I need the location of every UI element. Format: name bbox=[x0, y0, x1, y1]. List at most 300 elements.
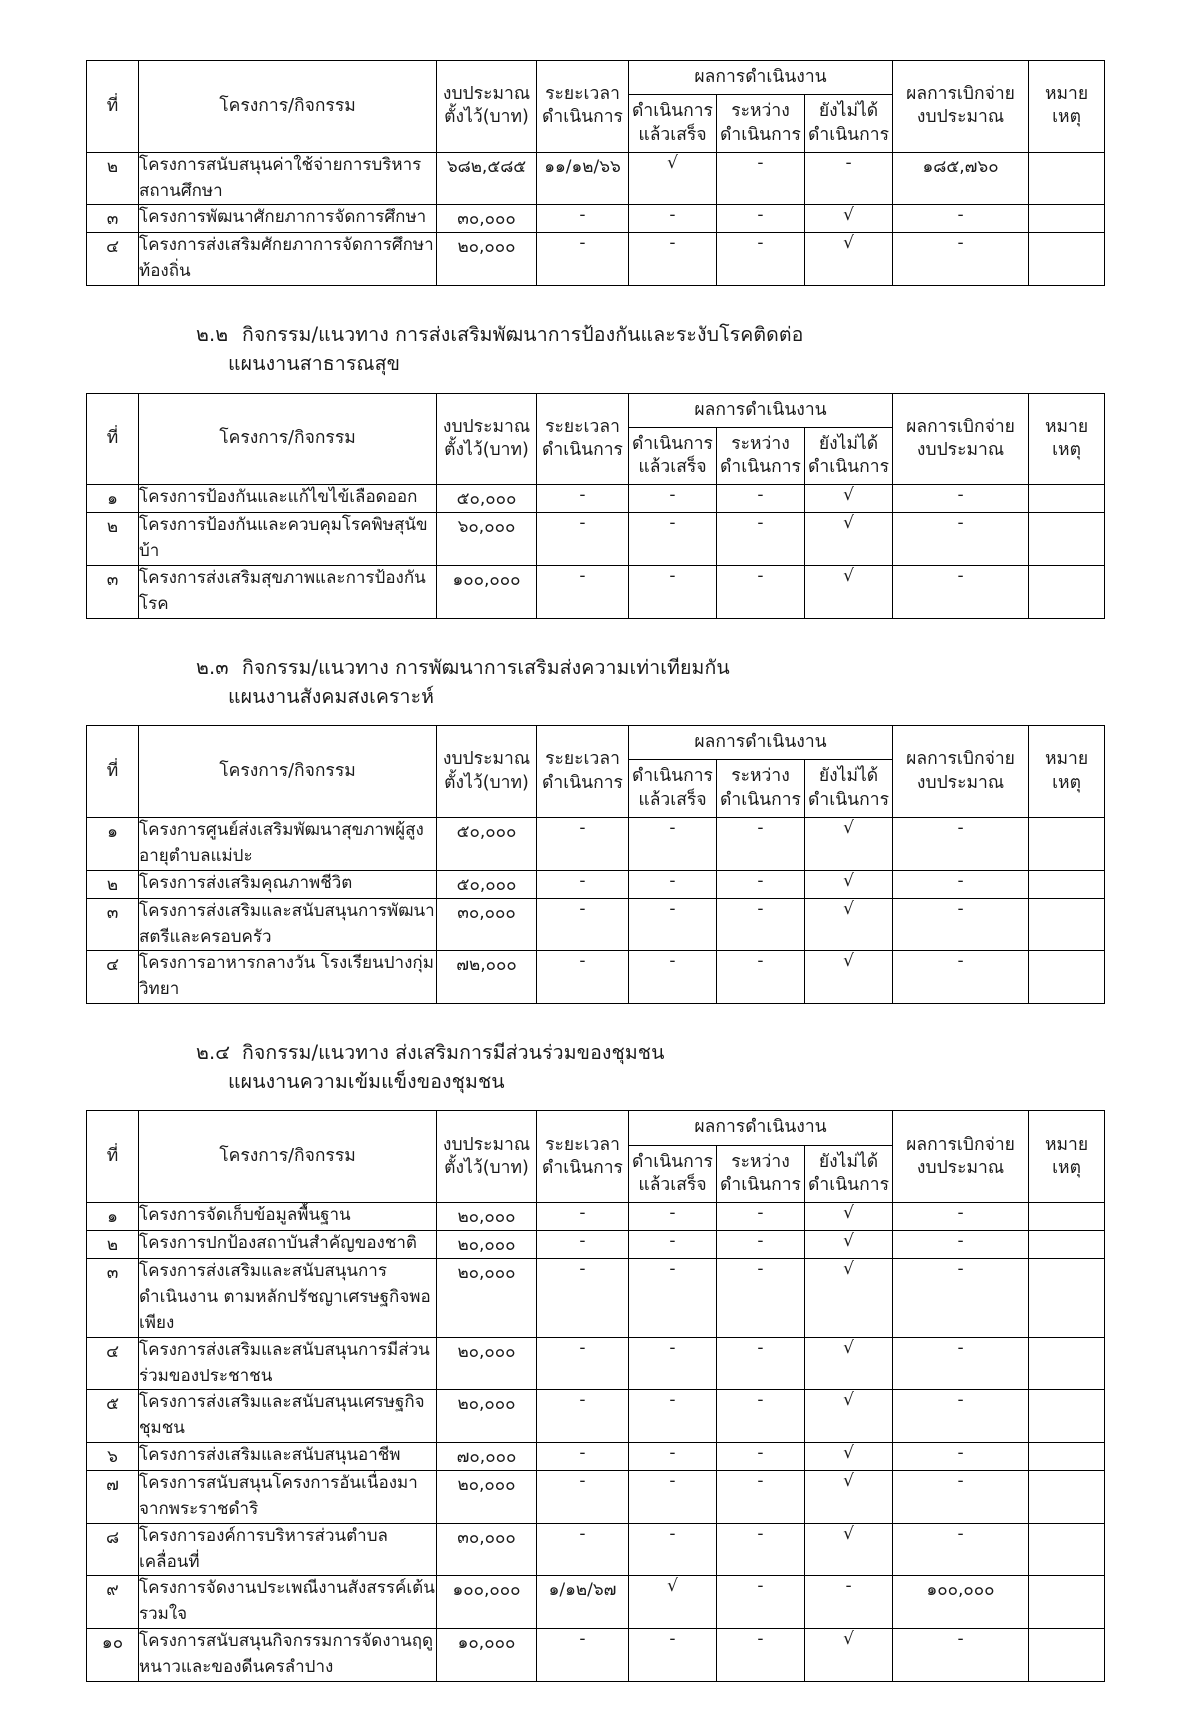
col-header-period-line1: ระยะเวลา bbox=[545, 84, 620, 105]
section-title-text-section-2-3: กิจกรรม/แนวทาง การพัฒนาการเสริมส่งความเท่าเทียมกัน bbox=[242, 655, 730, 679]
cell-done: - bbox=[629, 1629, 717, 1682]
section-title-text-section-2-4: กิจกรรม/แนวทาง ส่งเสริมการมีส่วนร่วมของชุมชน bbox=[242, 1040, 665, 1064]
cell-done: - bbox=[629, 1443, 717, 1471]
header-row-top bbox=[87, 1111, 1105, 1145]
cell-project: โครงการปกป้องสถาบันสำคัญของชาติ bbox=[139, 1231, 437, 1259]
section-title-section-2-2 bbox=[86, 320, 1104, 349]
cell-disbursed: - bbox=[893, 818, 1029, 871]
cell-done: - bbox=[629, 1337, 717, 1390]
col-header-remark-line1: หมาย bbox=[1044, 749, 1089, 770]
table-row bbox=[87, 898, 1105, 951]
cell-inprogress: - bbox=[717, 1259, 805, 1337]
col-header-no: ที่ bbox=[87, 1111, 139, 1203]
cell-period: - bbox=[537, 818, 629, 871]
col-header-result-group: ผลการดำเนินงาน bbox=[629, 393, 893, 427]
cell-notstarted: √ bbox=[805, 1390, 893, 1443]
cell-period: - bbox=[537, 513, 629, 566]
cell-inprogress: - bbox=[717, 513, 805, 566]
cell-budget: ๓๐,๐๐๐ bbox=[437, 1523, 537, 1576]
cell-inprogress: - bbox=[717, 233, 805, 286]
col-header-done-line1: ดำเนินการ bbox=[632, 101, 713, 122]
cell-done: - bbox=[629, 1471, 717, 1524]
section-spacer bbox=[86, 1004, 1104, 1038]
section-spacer bbox=[86, 619, 1104, 653]
cell-project: โครงการป้องกันและควบคุมโรคพิษสุนัขบ้า bbox=[139, 513, 437, 566]
table-row bbox=[87, 1337, 1105, 1390]
cell-done: - bbox=[629, 1523, 717, 1576]
cell-inprogress: - bbox=[717, 1231, 805, 1259]
cell-notstarted: √ bbox=[805, 1523, 893, 1576]
cell-disbursed: - bbox=[893, 951, 1029, 1004]
table-section-2-4 bbox=[86, 1110, 1105, 1681]
col-header-period bbox=[537, 726, 629, 818]
cell-period: - bbox=[537, 1629, 629, 1682]
col-header-notstarted-line2: ดำเนินการ bbox=[808, 1175, 889, 1196]
table-row bbox=[87, 1629, 1105, 1682]
cell-inprogress: - bbox=[717, 485, 805, 513]
col-header-notstarted-line2: ดำเนินการ bbox=[808, 457, 889, 478]
cell-inprogress: - bbox=[717, 1629, 805, 1682]
table-body-section-2-4 bbox=[87, 1203, 1105, 1681]
col-header-notstarted-line1: ยังไม่ได้ bbox=[818, 766, 879, 787]
cell-done: - bbox=[629, 566, 717, 619]
col-header-remark-line1: หมาย bbox=[1044, 416, 1089, 437]
cell-disbursed: - bbox=[893, 870, 1029, 898]
cell-period: ๑/๑๒/๖๗ bbox=[537, 1576, 629, 1629]
section-number-section-2-4: ๒.๔ bbox=[196, 1040, 231, 1064]
col-header-period-line2: ดำเนินการ bbox=[542, 107, 623, 128]
cell-done: - bbox=[629, 485, 717, 513]
cell-project: โครงการสนับสนุนค่าใช้จ่ายการบริหารสถานศึกษา bbox=[139, 152, 437, 205]
cell-budget: ๕๐,๐๐๐ bbox=[437, 870, 537, 898]
cell-project: โครงการองค์การบริหารส่วนตำบลเคลื่อนที่ bbox=[139, 1523, 437, 1576]
table-row bbox=[87, 1390, 1105, 1443]
cell-remark bbox=[1029, 1471, 1105, 1524]
cell-done: - bbox=[629, 1231, 717, 1259]
section-spacer-after-heading bbox=[86, 379, 1104, 393]
section-heading-section-2-4 bbox=[86, 1038, 1104, 1097]
cell-inprogress: - bbox=[717, 152, 805, 205]
cell-disbursed: - bbox=[893, 233, 1029, 286]
col-header-no: ที่ bbox=[87, 393, 139, 485]
col-header-period-line1: ระยะเวลา bbox=[545, 416, 620, 437]
cell-period: - bbox=[537, 205, 629, 233]
col-header-remark bbox=[1029, 61, 1105, 153]
cell-no: ๑๐ bbox=[87, 1629, 139, 1682]
table-body-section-2-2 bbox=[87, 485, 1105, 618]
col-header-remark-line2: เหตุ bbox=[1052, 107, 1081, 128]
col-header-done-line2: แล้วเสร็จ bbox=[638, 789, 707, 810]
col-header-remark bbox=[1029, 726, 1105, 818]
cell-budget: ๓๐,๐๐๐ bbox=[437, 898, 537, 951]
cell-done: - bbox=[629, 513, 717, 566]
cell-remark bbox=[1029, 1259, 1105, 1337]
cell-project: โครงการส่งเสริมและสนับสนุนการดำเนินงาน ตามหลักปรัชญาเศรษฐกิจพอเพียง bbox=[139, 1259, 437, 1337]
col-header-notstarted-line2: ดำเนินการ bbox=[808, 789, 889, 810]
cell-project: โครงการสนับสนุนกิจกรรมการจัดงานฤดูหนาวและของดีนครลำปาง bbox=[139, 1629, 437, 1682]
cell-notstarted: √ bbox=[805, 1203, 893, 1231]
cell-budget: ๖๐,๐๐๐ bbox=[437, 513, 537, 566]
cell-period: - bbox=[537, 233, 629, 286]
cell-no: ๒ bbox=[87, 1231, 139, 1259]
cell-inprogress: - bbox=[717, 1203, 805, 1231]
table-row bbox=[87, 951, 1105, 1004]
cell-remark bbox=[1029, 1390, 1105, 1443]
col-header-done bbox=[629, 1145, 717, 1203]
cell-no: ๒ bbox=[87, 513, 139, 566]
col-header-notstarted bbox=[805, 1145, 893, 1203]
cell-remark bbox=[1029, 513, 1105, 566]
cell-project: โครงการป้องกันและแก้ไขไข้เลือดออก bbox=[139, 485, 437, 513]
cell-period: - bbox=[537, 1523, 629, 1576]
cell-period: - bbox=[537, 1203, 629, 1231]
cell-inprogress: - bbox=[717, 205, 805, 233]
col-header-inprogress-line2: ดำเนินการ bbox=[720, 457, 801, 478]
cell-project: โครงการจัดเก็บข้อมูลพื้นฐาน bbox=[139, 1203, 437, 1231]
cell-done: √ bbox=[629, 152, 717, 205]
cell-inprogress: - bbox=[717, 898, 805, 951]
col-header-budget bbox=[437, 61, 537, 153]
section-number-section-2-2: ๒.๒ bbox=[196, 323, 229, 347]
cell-no: ๑ bbox=[87, 1203, 139, 1231]
col-header-notstarted-line1: ยังไม่ได้ bbox=[818, 433, 879, 454]
col-header-result-group: ผลการดำเนินงาน bbox=[629, 1111, 893, 1145]
col-header-inprogress bbox=[717, 427, 805, 485]
cell-done: - bbox=[629, 1203, 717, 1231]
cell-budget: ๑๐๐,๐๐๐ bbox=[437, 566, 537, 619]
cell-remark bbox=[1029, 1443, 1105, 1471]
col-header-budget-line2: ตั้งไว้(บาท) bbox=[444, 772, 529, 793]
col-header-budget-line1: งบประมาณ bbox=[442, 84, 531, 105]
col-header-done-line2: แล้วเสร็จ bbox=[638, 457, 707, 478]
cell-no: ๓ bbox=[87, 205, 139, 233]
col-header-budget-line1: งบประมาณ bbox=[442, 749, 531, 770]
table-row bbox=[87, 566, 1105, 619]
table-row bbox=[87, 513, 1105, 566]
cell-notstarted: √ bbox=[805, 1337, 893, 1390]
cell-budget: ๖๘๒,๕๘๕ bbox=[437, 152, 537, 205]
col-header-inprogress-line1: ระหว่าง bbox=[731, 1151, 790, 1172]
cell-remark bbox=[1029, 233, 1105, 286]
table-row bbox=[87, 1443, 1105, 1471]
cell-no: ๓ bbox=[87, 566, 139, 619]
cell-budget: ๑๐๐,๐๐๐ bbox=[437, 1576, 537, 1629]
cell-no: ๔ bbox=[87, 951, 139, 1004]
cell-inprogress: - bbox=[717, 1390, 805, 1443]
col-header-notstarted bbox=[805, 95, 893, 153]
table-section-2-2 bbox=[86, 393, 1105, 619]
cell-remark bbox=[1029, 1203, 1105, 1231]
header-row-top bbox=[87, 61, 1105, 95]
cell-disbursed: - bbox=[893, 1629, 1029, 1682]
cell-notstarted: √ bbox=[805, 898, 893, 951]
col-header-disbursed-line1: ผลการเบิกจ่าย bbox=[906, 416, 1015, 437]
col-header-notstarted bbox=[805, 427, 893, 485]
cell-project: โครงการส่งเสริมและสนับสนุนอาชีพ bbox=[139, 1443, 437, 1471]
col-header-done bbox=[629, 95, 717, 153]
section-title-text-section-2-2: กิจกรรม/แนวทาง การส่งเสริมพัฒนาการป้องกันและระงับโรคติดต่อ bbox=[242, 323, 804, 347]
table-row bbox=[87, 1471, 1105, 1524]
cell-period: - bbox=[537, 870, 629, 898]
col-header-remark-line1: หมาย bbox=[1044, 84, 1089, 105]
col-header-inprogress-line2: ดำเนินการ bbox=[720, 789, 801, 810]
cell-remark bbox=[1029, 870, 1105, 898]
col-header-period-line1: ระยะเวลา bbox=[545, 749, 620, 770]
cell-budget: ๑๐,๐๐๐ bbox=[437, 1629, 537, 1682]
cell-period: - bbox=[537, 1471, 629, 1524]
table-row bbox=[87, 1259, 1105, 1337]
cell-notstarted: √ bbox=[805, 485, 893, 513]
table-header bbox=[87, 393, 1105, 485]
cell-disbursed: - bbox=[893, 1259, 1029, 1337]
cell-remark bbox=[1029, 1576, 1105, 1629]
cell-disbursed: - bbox=[893, 1523, 1029, 1576]
col-header-notstarted-line2: ดำเนินการ bbox=[808, 124, 889, 145]
cell-no: ๓ bbox=[87, 898, 139, 951]
cell-project: โครงการส่งเสริมคุณภาพชีวิต bbox=[139, 870, 437, 898]
cell-done: √ bbox=[629, 1576, 717, 1629]
table-header bbox=[87, 726, 1105, 818]
section-title-section-2-4 bbox=[86, 1038, 1104, 1067]
cell-no: ๔ bbox=[87, 233, 139, 286]
cell-done: - bbox=[629, 1259, 717, 1337]
section-spacer-after-heading bbox=[86, 1096, 1104, 1110]
cell-disbursed: - bbox=[893, 1231, 1029, 1259]
table-row bbox=[87, 233, 1105, 286]
cell-period: - bbox=[537, 566, 629, 619]
cell-notstarted: - bbox=[805, 1576, 893, 1629]
cell-budget: ๕๐,๐๐๐ bbox=[437, 485, 537, 513]
col-header-remark-line2: เหตุ bbox=[1052, 1157, 1081, 1178]
cell-remark bbox=[1029, 1629, 1105, 1682]
cell-no: ๖ bbox=[87, 1443, 139, 1471]
cell-budget: ๒๐,๐๐๐ bbox=[437, 233, 537, 286]
col-header-inprogress-line1: ระหว่าง bbox=[731, 433, 790, 454]
cell-inprogress: - bbox=[717, 870, 805, 898]
col-header-period bbox=[537, 393, 629, 485]
cell-notstarted: √ bbox=[805, 513, 893, 566]
col-header-project: โครงการ/กิจกรรม bbox=[139, 61, 437, 153]
header-row-top bbox=[87, 726, 1105, 760]
col-header-budget-line2: ตั้งไว้(บาท) bbox=[444, 1157, 529, 1178]
cell-done: - bbox=[629, 951, 717, 1004]
cell-no: ๑ bbox=[87, 818, 139, 871]
col-header-disbursed-line1: ผลการเบิกจ่าย bbox=[906, 749, 1015, 770]
col-header-budget bbox=[437, 726, 537, 818]
cell-disbursed: ๑๐๐,๐๐๐ bbox=[893, 1576, 1029, 1629]
cell-done: - bbox=[629, 205, 717, 233]
cell-period: - bbox=[537, 951, 629, 1004]
cell-disbursed: ๑๘๕,๗๖๐ bbox=[893, 152, 1029, 205]
cell-notstarted: √ bbox=[805, 1629, 893, 1682]
cell-period: - bbox=[537, 898, 629, 951]
cell-budget: ๓๐,๐๐๐ bbox=[437, 205, 537, 233]
cell-no: ๕ bbox=[87, 1390, 139, 1443]
cell-no: ๘ bbox=[87, 1523, 139, 1576]
cell-disbursed: - bbox=[893, 1390, 1029, 1443]
table-header bbox=[87, 1111, 1105, 1203]
cell-disbursed: - bbox=[893, 1471, 1029, 1524]
cell-remark bbox=[1029, 951, 1105, 1004]
cell-remark bbox=[1029, 205, 1105, 233]
col-header-budget bbox=[437, 1111, 537, 1203]
cell-period: - bbox=[537, 485, 629, 513]
cell-notstarted: √ bbox=[805, 1443, 893, 1471]
col-header-remark bbox=[1029, 393, 1105, 485]
col-header-inprogress-line2: ดำเนินการ bbox=[720, 124, 801, 145]
col-header-budget-line1: งบประมาณ bbox=[442, 416, 531, 437]
col-header-no: ที่ bbox=[87, 726, 139, 818]
col-header-done-line1: ดำเนินการ bbox=[632, 433, 713, 454]
cell-done: - bbox=[629, 898, 717, 951]
col-header-done-line2: แล้วเสร็จ bbox=[638, 1175, 707, 1196]
col-header-period-line2: ดำเนินการ bbox=[542, 772, 623, 793]
cell-project: โครงการส่งเสริมและสนับสนุนเศรษฐกิจชุมชน bbox=[139, 1390, 437, 1443]
col-header-project: โครงการ/กิจกรรม bbox=[139, 726, 437, 818]
col-header-notstarted bbox=[805, 760, 893, 818]
cell-remark bbox=[1029, 152, 1105, 205]
section-subtitle-section-2-2: แผนงานสาธารณสุข bbox=[228, 352, 401, 376]
cell-remark bbox=[1029, 1523, 1105, 1576]
cell-notstarted: √ bbox=[805, 818, 893, 871]
cell-project: โครงการส่งเสริมและสนับสนุนการพัฒนาสตรีและครอบครัว bbox=[139, 898, 437, 951]
col-header-inprogress bbox=[717, 760, 805, 818]
col-header-disbursed bbox=[893, 393, 1029, 485]
cell-disbursed: - bbox=[893, 898, 1029, 951]
col-header-done bbox=[629, 427, 717, 485]
col-header-inprogress bbox=[717, 95, 805, 153]
col-header-budget bbox=[437, 393, 537, 485]
col-header-inprogress-line2: ดำเนินการ bbox=[720, 1175, 801, 1196]
cell-project: โครงการส่งเสริมสุขภาพและการป้องกันโรค bbox=[139, 566, 437, 619]
cell-remark bbox=[1029, 818, 1105, 871]
cell-project: โครงการส่งเสริมศักยภาการจัดการศึกษาท้องถิ่น bbox=[139, 233, 437, 286]
col-header-remark-line2: เหตุ bbox=[1052, 772, 1081, 793]
cell-period: ๑๑/๑๒/๖๖ bbox=[537, 152, 629, 205]
cell-done: - bbox=[629, 870, 717, 898]
cell-budget: ๒๐,๐๐๐ bbox=[437, 1390, 537, 1443]
cell-budget: ๒๐,๐๐๐ bbox=[437, 1203, 537, 1231]
section-heading-section-2-3 bbox=[86, 653, 1104, 712]
col-header-result-group: ผลการดำเนินงาน bbox=[629, 61, 893, 95]
table-row bbox=[87, 870, 1105, 898]
cell-inprogress: - bbox=[717, 951, 805, 1004]
table-row bbox=[87, 152, 1105, 205]
col-header-disbursed-line2: งบประมาณ bbox=[916, 1157, 1005, 1178]
section-subtitle-section-2-4: แผนงานความเข้มแข็งของชุมชน bbox=[228, 1070, 505, 1094]
cell-budget: ๒๐,๐๐๐ bbox=[437, 1231, 537, 1259]
cell-budget: ๗๐,๐๐๐ bbox=[437, 1443, 537, 1471]
cell-budget: ๕๐,๐๐๐ bbox=[437, 818, 537, 871]
cell-inprogress: - bbox=[717, 1523, 805, 1576]
cell-project: โครงการส่งเสริมและสนับสนุนการมีส่วนร่วมของประชาชน bbox=[139, 1337, 437, 1390]
col-header-no: ที่ bbox=[87, 61, 139, 153]
col-header-disbursed-line1: ผลการเบิกจ่าย bbox=[906, 84, 1015, 105]
cell-disbursed: - bbox=[893, 513, 1029, 566]
col-header-period-line1: ระยะเวลา bbox=[545, 1134, 620, 1155]
col-header-disbursed-line2: งบประมาณ bbox=[916, 107, 1005, 128]
cell-no: ๗ bbox=[87, 1471, 139, 1524]
cell-budget: ๒๐,๐๐๐ bbox=[437, 1471, 537, 1524]
cell-done: - bbox=[629, 818, 717, 871]
col-header-inprogress-line1: ระหว่าง bbox=[731, 766, 790, 787]
cell-no: ๑ bbox=[87, 485, 139, 513]
cell-disbursed: - bbox=[893, 1203, 1029, 1231]
col-header-remark bbox=[1029, 1111, 1105, 1203]
table-row bbox=[87, 485, 1105, 513]
cell-done: - bbox=[629, 233, 717, 286]
col-header-disbursed-line2: งบประมาณ bbox=[916, 440, 1005, 460]
cell-period: - bbox=[537, 1337, 629, 1390]
cell-remark bbox=[1029, 1337, 1105, 1390]
cell-notstarted: √ bbox=[805, 566, 893, 619]
table-row bbox=[87, 818, 1105, 871]
cell-inprogress: - bbox=[717, 1576, 805, 1629]
col-header-disbursed bbox=[893, 726, 1029, 818]
col-header-budget-line1: งบประมาณ bbox=[442, 1134, 531, 1155]
col-header-disbursed bbox=[893, 61, 1029, 153]
cell-notstarted: √ bbox=[805, 951, 893, 1004]
col-header-disbursed bbox=[893, 1111, 1029, 1203]
col-header-notstarted-line1: ยังไม่ได้ bbox=[818, 101, 879, 122]
section-spacer-after-heading bbox=[86, 711, 1104, 725]
cell-budget: ๗๒,๐๐๐ bbox=[437, 951, 537, 1004]
table-row bbox=[87, 205, 1105, 233]
table-section-continued bbox=[86, 60, 1105, 286]
cell-no: ๒ bbox=[87, 870, 139, 898]
cell-notstarted: √ bbox=[805, 205, 893, 233]
cell-project: โครงการจัดงานประเพณีงานสังสรรค์เต้นรวมใจ bbox=[139, 1576, 437, 1629]
col-header-period bbox=[537, 1111, 629, 1203]
cell-disbursed: - bbox=[893, 566, 1029, 619]
cell-notstarted: - bbox=[805, 152, 893, 205]
col-header-project: โครงการ/กิจกรรม bbox=[139, 393, 437, 485]
table-body-section-continued bbox=[87, 152, 1105, 285]
col-header-period-line2: ดำเนินการ bbox=[542, 440, 623, 460]
section-number-section-2-3: ๒.๓ bbox=[196, 655, 229, 679]
col-header-inprogress-line1: ระหว่าง bbox=[731, 101, 790, 122]
section-subtitle-section-2-3: แผนงานสังคมสงเคราะห์ bbox=[228, 684, 435, 708]
cell-no: ๒ bbox=[87, 152, 139, 205]
col-header-notstarted-line1: ยังไม่ได้ bbox=[818, 1151, 879, 1172]
col-header-period-line2: ดำเนินการ bbox=[542, 1157, 623, 1178]
table-row bbox=[87, 1576, 1105, 1629]
col-header-remark-line1: หมาย bbox=[1044, 1134, 1089, 1155]
cell-period: - bbox=[537, 1231, 629, 1259]
cell-inprogress: - bbox=[717, 1443, 805, 1471]
col-header-budget-line2: ตั้งไว้(บาท) bbox=[444, 107, 529, 128]
cell-budget: ๒๐,๐๐๐ bbox=[437, 1337, 537, 1390]
cell-disbursed: - bbox=[893, 485, 1029, 513]
cell-period: - bbox=[537, 1443, 629, 1471]
cell-remark bbox=[1029, 1231, 1105, 1259]
col-header-remark-line2: เหตุ bbox=[1052, 440, 1081, 460]
cell-remark bbox=[1029, 898, 1105, 951]
cell-project: โครงการพัฒนาศักยภาการจัดการศึกษา bbox=[139, 205, 437, 233]
col-header-done-line1: ดำเนินการ bbox=[632, 1151, 713, 1172]
cell-remark bbox=[1029, 485, 1105, 513]
col-header-inprogress bbox=[717, 1145, 805, 1203]
cell-disbursed: - bbox=[893, 1337, 1029, 1390]
cell-remark bbox=[1029, 566, 1105, 619]
col-header-period bbox=[537, 61, 629, 153]
section-spacer bbox=[86, 286, 1104, 320]
cell-inprogress: - bbox=[717, 1471, 805, 1524]
header-row-top bbox=[87, 393, 1105, 427]
table-body-section-2-3 bbox=[87, 818, 1105, 1004]
cell-inprogress: - bbox=[717, 818, 805, 871]
table-row bbox=[87, 1203, 1105, 1231]
